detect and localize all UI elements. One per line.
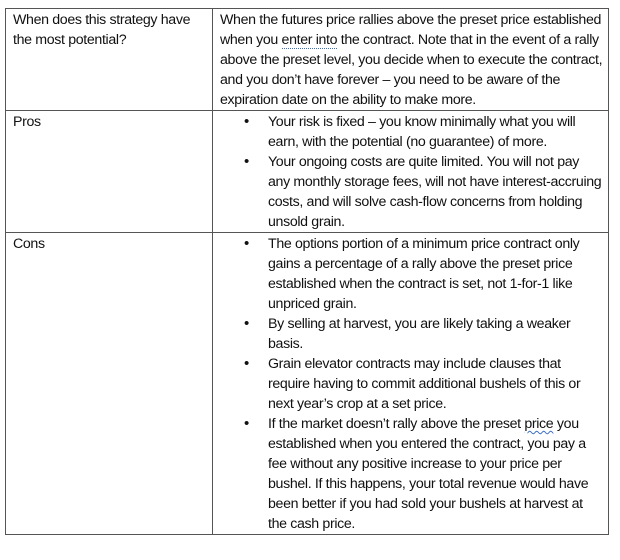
cons-item: • The options portion of a minimum price contract only gains a percentage of a rally above the preset price established when the contract is set, not 1-for-1 like unpriced grain. <box>220 234 604 314</box>
price-underlined: price <box>524 416 554 432</box>
pros-content <box>213 111 609 233</box>
pros-item: • Your ongoing costs are quite limited. You will not pay any monthly storage fees, will not have interest-accruing costs, and will solve cash-flow concerns from holding unsold grain. <box>220 152 604 232</box>
table-row-cons <box>6 233 609 535</box>
potential-text-after: the contract. Note that in the event of a rally above the preset level, you decide when to execute the contract, and you don’t have forever – you need to be aware of the expiration date on the ability to make more. <box>220 32 603 108</box>
cons-item <box>220 414 604 534</box>
cons-item: • By selling at harvest, you are likely taking a weaker basis. <box>220 314 604 354</box>
cons-last-before: If the market doesn’t rally above the preset <box>268 416 525 432</box>
cons-item: • Grain elevator contracts may include clauses that require having to commit additional bushels of this or next year’s crop at a set price. <box>220 354 604 414</box>
row-label-potential: When does this strategy have the most potential? <box>6 9 213 111</box>
cons-list <box>220 234 604 534</box>
cons-content <box>213 233 609 535</box>
row-label-pros: Pros <box>6 111 213 233</box>
cons-last-after: you established when you entered the contract, you pay a fee without any positive increase to your price per bushel. If this happens, your total revenue would have been better if you had sold your bushels at harvest at the cash price. <box>268 416 589 532</box>
strategy-table <box>5 8 609 535</box>
table-row-pros <box>6 111 609 233</box>
potential-text-before: When the futures price rallies above the preset price established when you <box>220 12 602 48</box>
potential-description <box>213 9 609 111</box>
row-label-cons: Cons <box>6 233 213 535</box>
pros-list <box>220 112 604 232</box>
table-row-potential <box>6 9 609 111</box>
enter-into-underlined: enter into <box>281 32 338 48</box>
pros-item: • Your risk is fixed – you know minimally what you will earn, with the potential (no guarantee) of more. <box>220 112 604 152</box>
